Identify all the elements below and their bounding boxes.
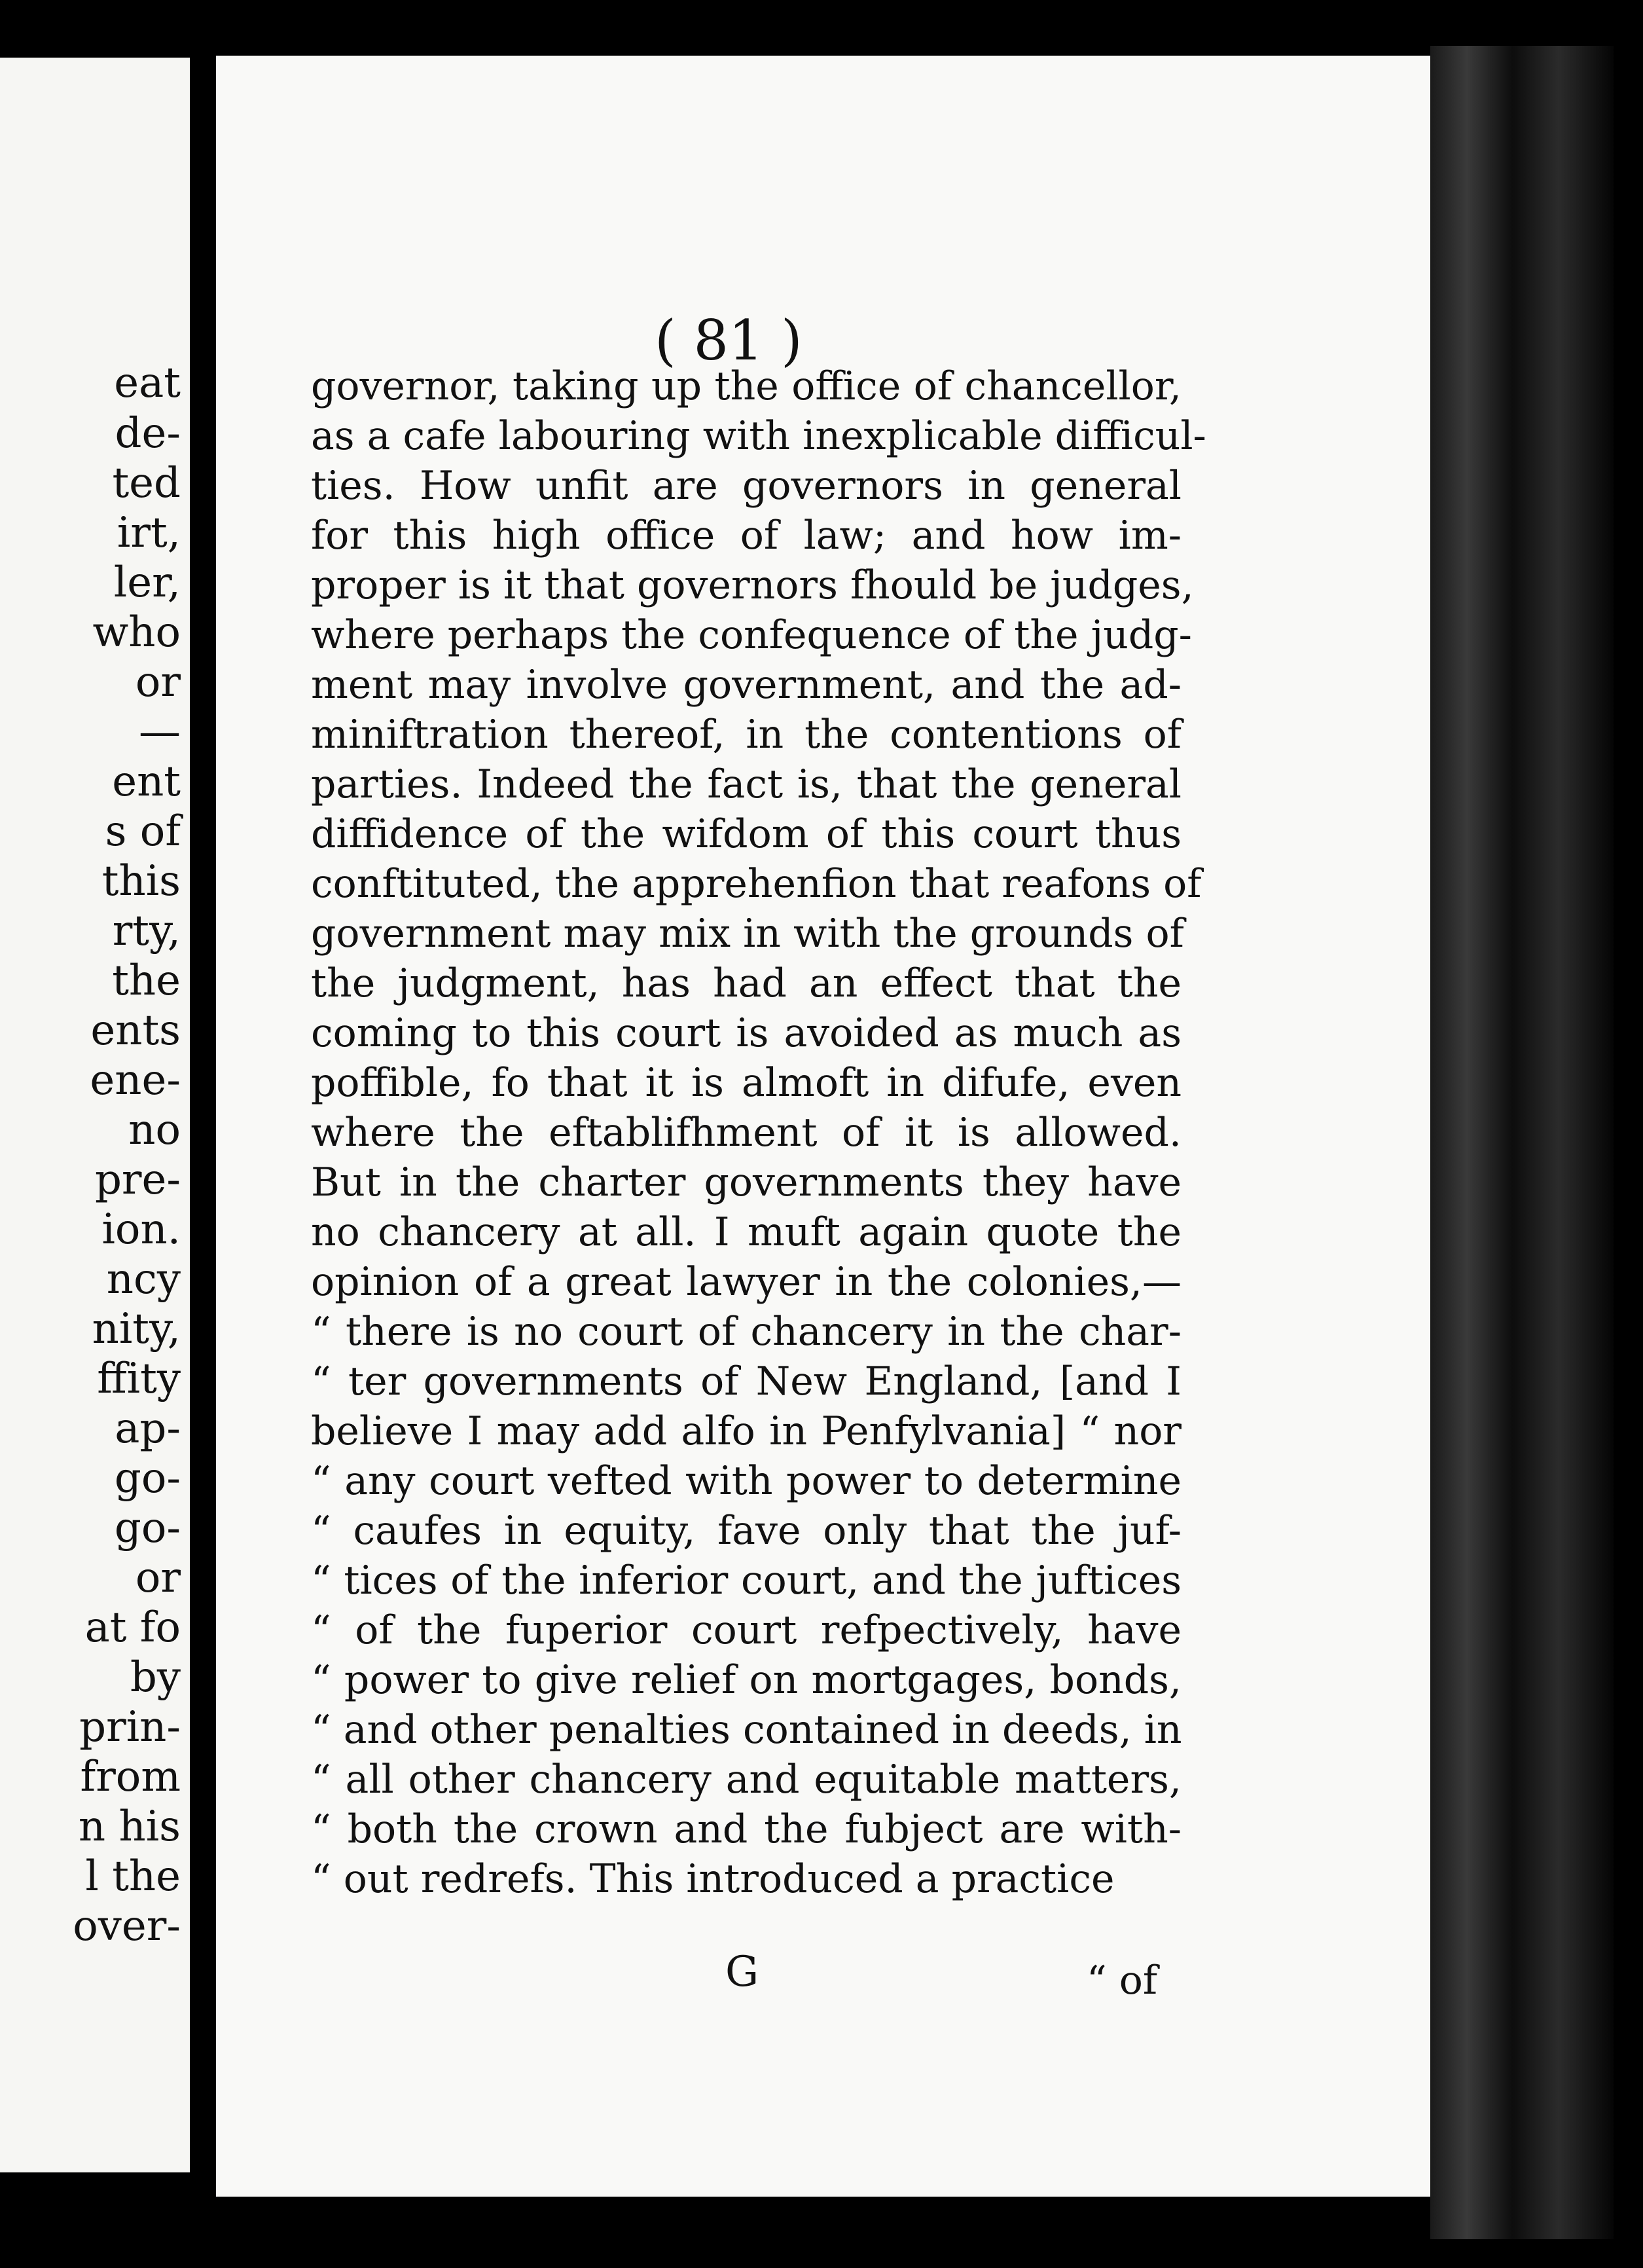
left-page-line: by bbox=[130, 1653, 181, 1702]
left-page-line: or bbox=[135, 1554, 181, 1602]
body-line: no chancery at all. I muft again quote the bbox=[311, 1209, 1182, 1255]
left-page-line: ncy bbox=[106, 1255, 181, 1304]
body-line: diffidence of the wifdom of this court thus bbox=[311, 811, 1182, 857]
left-page-line: at fo bbox=[84, 1603, 181, 1652]
body-line: the judgment, has had an effect that the bbox=[311, 960, 1182, 1006]
body-line: poffible, fo that it is almoft in difufe, even bbox=[311, 1060, 1182, 1106]
previous-page-fragment bbox=[0, 58, 190, 2172]
left-page-line: ffity bbox=[97, 1355, 181, 1403]
left-page-line: ent bbox=[112, 758, 181, 806]
body-line: parties. Indeed the fact is, that the general bbox=[311, 761, 1182, 807]
body-line: ment may involve government, and the ad- bbox=[311, 662, 1182, 708]
left-page-line: — bbox=[139, 708, 181, 756]
left-page-line: de- bbox=[115, 409, 181, 458]
left-page-line: prin- bbox=[79, 1703, 181, 1751]
left-page-line: go- bbox=[114, 1504, 181, 1552]
page-number: ( 81 ) bbox=[655, 308, 803, 373]
left-page-line: pre- bbox=[94, 1156, 181, 1204]
left-page-line: irt, bbox=[117, 509, 181, 557]
left-page-line: over- bbox=[73, 1902, 181, 1950]
left-page-line: ion. bbox=[101, 1205, 181, 1254]
left-page-line: no bbox=[128, 1106, 181, 1154]
left-page-line: rty, bbox=[112, 907, 181, 955]
left-page-line: l the bbox=[85, 1852, 181, 1901]
left-page-line: ene- bbox=[90, 1056, 181, 1105]
body-line: “ ter governments of New England, [and I bbox=[311, 1359, 1182, 1404]
left-page-line: or bbox=[135, 658, 181, 706]
body-line: “ of the fuperior court refpectively, have bbox=[311, 1607, 1182, 1653]
body-line: proper is it that governors fhould be judges, bbox=[311, 562, 1194, 608]
left-page-line: eat bbox=[114, 359, 181, 407]
body-line: “ power to give relief on mortgages, bonds, bbox=[311, 1657, 1182, 1703]
body-line: ties. How unfit are governors in general bbox=[311, 463, 1182, 509]
body-line: for this high office of law; and how im- bbox=[311, 513, 1182, 558]
body-line: believe I may add alfo in Penfylvania] “ nor bbox=[311, 1408, 1182, 1454]
left-page-line: ted bbox=[112, 459, 181, 507]
body-line: conftituted, the apprehenfion that reafons of bbox=[311, 861, 1202, 907]
body-line: “ tices of the inferior court, and the juftices bbox=[311, 1558, 1182, 1603]
body-line: “ caufes in equity, fave only that the juf- bbox=[311, 1508, 1182, 1554]
body-line: opinion of a great lawyer in the colonies,— bbox=[311, 1259, 1182, 1305]
body-line: as a cafe labouring with inexplicable difficul- bbox=[311, 413, 1206, 459]
left-page-line: ents bbox=[90, 1006, 181, 1055]
left-page-line: ap- bbox=[115, 1404, 181, 1453]
left-page-line: n his bbox=[78, 1802, 181, 1851]
body-line: government may mix in with the grounds of bbox=[311, 911, 1184, 957]
left-page-line: go- bbox=[114, 1454, 181, 1503]
catchword: “ of bbox=[1087, 1958, 1158, 2003]
body-line: “ out redrefs. This introduced a practice bbox=[311, 1856, 1115, 1902]
left-page-line: from bbox=[80, 1753, 181, 1801]
book-page-edge bbox=[1430, 46, 1614, 2239]
left-page-line: ler, bbox=[113, 558, 181, 607]
body-line: coming to this court is avoided as much as bbox=[311, 1010, 1182, 1056]
body-line: “ both the crown and the fubject are with- bbox=[311, 1806, 1182, 1852]
left-page-line: the bbox=[112, 957, 181, 1005]
body-line: governor, taking up the office of chancellor, bbox=[311, 363, 1182, 409]
left-page-line: nity, bbox=[92, 1305, 181, 1353]
signature-mark: G bbox=[725, 1948, 759, 1996]
body-line: miniftration thereof, in the contentions of bbox=[311, 712, 1182, 758]
body-line: “ any court vefted with power to determine bbox=[311, 1458, 1182, 1504]
body-line: “ there is no court of chancery in the char- bbox=[311, 1309, 1182, 1355]
body-line: But in the charter governments they have bbox=[311, 1160, 1182, 1205]
left-page-line: who bbox=[92, 608, 181, 657]
body-line: “ and other penalties contained in deeds, in bbox=[311, 1707, 1182, 1753]
body-line: “ all other chancery and equitable matters, bbox=[311, 1757, 1182, 1802]
body-line: where perhaps the confequence of the judg- bbox=[311, 612, 1192, 658]
left-page-line: s of bbox=[105, 807, 181, 856]
left-page-line: this bbox=[101, 857, 181, 905]
body-line: where the eftablifhment of it is allowed. bbox=[311, 1110, 1182, 1156]
